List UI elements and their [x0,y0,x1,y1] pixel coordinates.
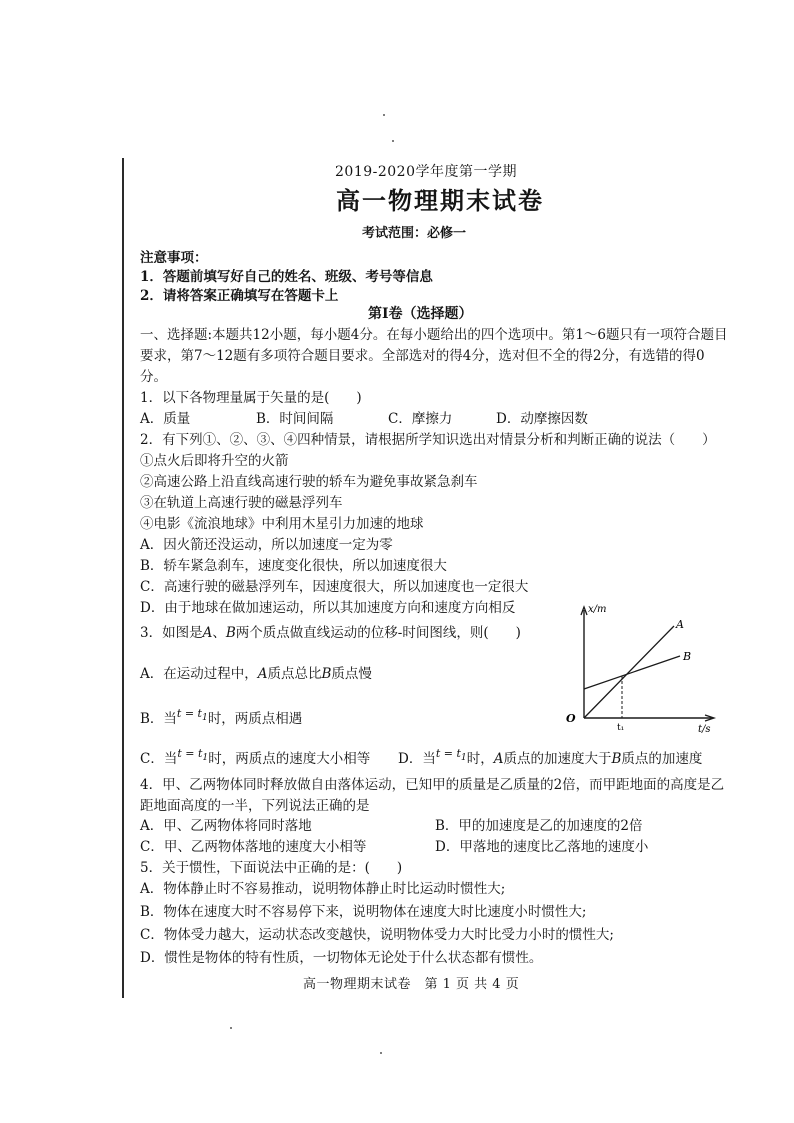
line-b [584,656,680,689]
var-b: B [321,666,332,682]
q1-option-b: B．时间间隔 [256,411,334,427]
q1-option-c: C．摩擦力 [388,411,453,427]
origin-label: O [566,712,576,725]
q5-stem: 5．关于惯性，下面说法中正确的是：( ) [140,860,403,876]
var-a: A [202,625,213,641]
q5-option-a: A．物体静止时不容易推动，说明物体静止时比运动时惯性大; [140,881,506,897]
q3-optc-post: 时，两质点的速度大小相等 [208,751,371,767]
section-instructions: 一、选择题:本题共12小题，每小题4分。在每小题给出的四个选项中。第1～6题只有一项符合题目要求，第7～12题有多项符合题目要求。全部选对的得4分，选对但不全的得2分，有选错的得0分。 [140,327,728,385]
var-b: B [225,625,236,641]
t-eq-text: t = t [435,747,461,760]
subscript-1: 1 [201,712,208,724]
binding-margin-line [122,158,124,998]
q4-option-a: A．甲、乙两物体将同时落地 [140,818,312,834]
q2-scene: ①点火后即将升空的火箭 [140,453,289,469]
q3-stem-post: 两个质点做直线运动的位移-时间图线，则( ) [235,625,521,641]
q3-optc-pre: C．当 [140,751,178,767]
q5-option-b: B．物体在速度大时不容易停下来，说明物体在速度大时比速度小时惯性大; [140,904,587,920]
q3-optd-post: 质点的加速度 [621,751,703,767]
notes-heading: 注意事项： [140,250,208,266]
q4-stem: 4．甲、乙两物体同时释放做自由落体运动，已知甲的质量是乙质量的2倍，而甲距地面的高度是乙距地面高度的一半，下列说法正确的是 [140,777,725,814]
q3-option-b [140,707,303,733]
q3-optd-mid2: 质点的加速度大于 [503,751,612,767]
line-b-label: B [683,650,692,663]
q2-option-a: A．因火箭还没运动，所以加速度一定为零 [140,537,393,553]
t-eq-text: t = t [177,747,203,760]
t-equals-t1 [435,747,467,764]
scan-speck [380,1052,382,1054]
scan-speck [383,114,385,116]
subscript-1: 1 [202,752,209,764]
q3-opta-mid: 质点总比 [267,666,322,682]
q3-option-d [398,747,703,773]
q3-stem [140,624,521,642]
q3-optd-pre: D．当 [398,751,436,767]
q1-stem: 1．以下各物理量属于矢量的是( ) [140,390,362,406]
position-time-graph [562,596,722,736]
q3-optd-mid: 时， [466,751,494,767]
t1-tick-label: t₁ [617,723,625,733]
q2-option-c: C．高速行驶的磁悬浮列车，因速度很大，所以加速度也一定很大 [140,579,529,595]
q1-option-d: D．动摩擦因数 [496,411,588,427]
q2-scene: ④电影《流浪地球》中利用木星引力加速的地球 [140,516,424,532]
subscript-1: 1 [460,752,467,764]
year-term: 2019-2020学年度第一学期 [335,164,517,180]
line-a [584,626,674,718]
q3-sep: 、 [212,625,226,641]
t-equals-t1 [177,747,209,764]
y-axis-label: x/m [588,604,607,615]
q5-option-d: D．惯性是物体的特有性质，一切物体无论处于什么状态都有惯性。 [140,950,543,966]
q2-scene: ③在轨道上高速行驶的磁悬浮列车 [140,495,343,511]
exam-scope: 考试范围：必修一 [362,226,467,241]
q4-option-c: C．甲、乙两物体落地的速度大小相等 [140,839,367,855]
q3-option-c [140,747,371,773]
var-a: A [257,666,268,682]
q2-scene: ②高速公路上沿直线高速行驶的轿车为避免事故紧急刹车 [140,474,478,490]
scan-speck [392,140,394,142]
x-axis-label: t/s [698,724,711,735]
q5-option-c: C．物体受力越大，运动状态改变越快，说明物体受力大时比受力小时的惯性大; [140,927,614,943]
t-equals-t1 [176,707,208,724]
q2-option-b: B．轿车紧急刹车，速度变化很快，所以加速度很大 [140,558,447,574]
line-a-label: A [676,618,684,631]
q3-opta-post: 质点慢 [331,666,372,682]
scan-speck [230,1027,232,1029]
var-a: A [493,751,504,767]
page-footer: 高一物理期末试卷 第 1 页 共 4 页 [303,977,520,992]
note-item: 2．请将答案正确填写在答题卡上 [140,288,339,304]
q3-optb-pre: B．当 [140,711,177,727]
q1-option-a: A．质量 [140,411,191,427]
var-b: B [611,751,622,767]
q3-option-a [140,665,372,683]
q2-option-d: D．由于地球在做加速运动，所以其加速度方向和速度方向相反 [140,600,516,616]
q3-optb-post: 时，两质点相遇 [207,711,303,727]
section-title: 第I卷（选择题） [368,306,473,322]
note-item: 1．答题前填写好自己的姓名、班级、考号等信息 [140,269,433,285]
t-eq-text: t = t [176,707,202,720]
page-title: 高一物理期末试卷 [336,186,544,215]
q3-stem-pre: 3．如图是 [140,625,203,641]
q4-option-d: D．甲落地的速度比乙落地的速度小 [435,839,649,855]
q3-opta-pre: A．在运动过程中， [140,666,258,682]
q2-stem: 2．有下列①、②、③、④四种情景，请根据所学知识选出对情景分析和判断正确的说法（ ） [140,432,716,448]
q4-option-b: B．甲的加速度是乙的加速度的2倍 [435,818,643,834]
